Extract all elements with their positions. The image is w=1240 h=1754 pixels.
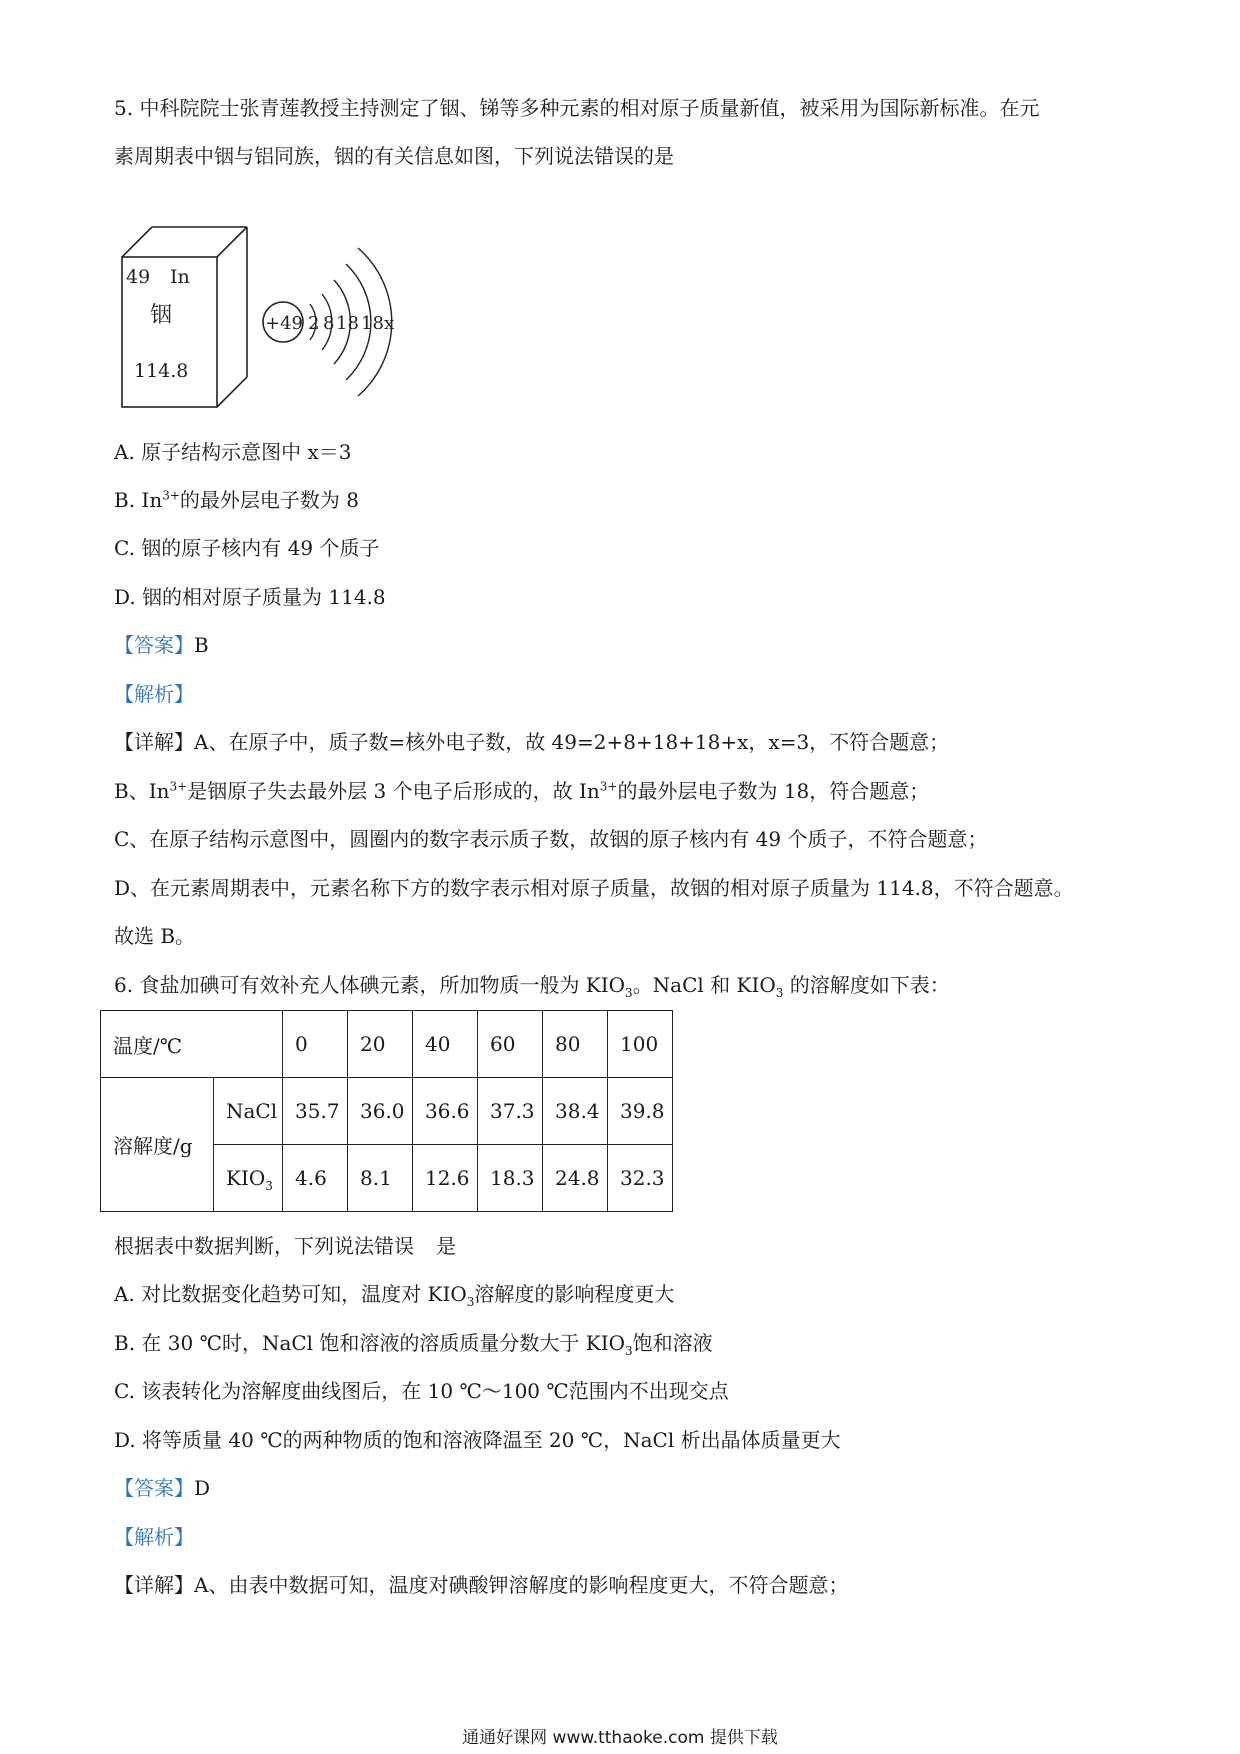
q5-option-b: B. $In^{3+}$的最外层电子数为 8	[114, 488, 359, 512]
table-row	[101, 1011, 673, 1078]
q5-detail-b: B、$In^{3+}$是铟原子失去最外层 3 个电子后形成的，故 $In^{3+}$的最外层电子数为 18，符合题意；	[114, 779, 930, 803]
element-mass: 114.8	[134, 360, 189, 382]
shell-3-electrons: 18	[336, 313, 359, 334]
page-footer: 通通好课网 www.tthaoke.com 提供下载	[462, 1728, 778, 1748]
temp-header: 温度/℃	[101, 1011, 283, 1078]
q5-detail-d: D、在元素周期表中，元素名称下方的数字表示相对原子质量，故铟的相对原子质量为 114.8，不符合题意。	[114, 876, 1074, 900]
shell-1-electrons: 2	[308, 313, 320, 334]
q6-option-a: A. 对比数据变化趋势可知，温度对 $KIO_3$溶解度的影响程度更大	[114, 1282, 675, 1309]
table-cell: 39.8	[608, 1078, 673, 1145]
element-symbol: In	[170, 266, 190, 288]
q6-option-d: D. 将等质量 40 ℃的两种物质的饱和溶液降温至 20 ℃，NaCl 析出晶体质量更大	[114, 1428, 841, 1452]
q6-detail-a: 【详解】A、由表中数据可知，温度对碘酸钾溶解度的影响程度更大，不符合题意；	[114, 1573, 849, 1597]
table-cell: 4.6	[283, 1145, 348, 1212]
table-cell: 36.6	[413, 1078, 478, 1145]
table-cell: 18.3	[478, 1145, 543, 1212]
table-cell: 8.1	[348, 1145, 413, 1212]
q6-option-c: C. 该表转化为溶解度曲线图后，在 10 ℃～100 ℃范围内不出现交点	[114, 1379, 729, 1403]
q6-analysis-tag: 【解析】	[114, 1525, 194, 1549]
solubility-header: 溶解度/g	[101, 1078, 214, 1212]
q5-analysis-tag: 【解析】	[114, 682, 194, 706]
kio3-label: $KIO_3$	[214, 1145, 283, 1212]
q5-detail-a: 【详解】A、在原子中，质子数=核外电子数，故 49=2+8+18+18+x，x=3，不符合题意；	[114, 730, 950, 754]
table-cell: 80	[543, 1011, 608, 1078]
q5-detail-c: C、在原子结构示意图中，圆圈内的数字表示质子数，故铟的原子核内有 49 个质子，不符合题意；	[114, 827, 988, 851]
table-cell: 38.4	[543, 1078, 608, 1145]
table-cell: 0	[283, 1011, 348, 1078]
q6-question: 根据表中数据判断，下列说法错误 是	[114, 1234, 456, 1258]
q5-option-c: C. 铟的原子核内有 49 个质子	[114, 536, 380, 560]
q5-conclusion: 故选 B。	[114, 924, 196, 948]
table-cell: 20	[348, 1011, 413, 1078]
table-cell: 12.6	[413, 1145, 478, 1212]
q5-option-d: D. 铟的相对原子质量为 114.8	[114, 585, 386, 609]
q5-stem-line1: 5. 中科院院士张青莲教授主持测定了铟、锑等多种元素的相对原子质量新值，被采用为国际新标准。在元	[114, 96, 1040, 120]
element-name: 铟	[150, 303, 173, 328]
table-cell: 40	[413, 1011, 478, 1078]
shell-2-electrons: 8	[323, 313, 335, 334]
q6-stem: 6. 食盐加碘可有效补充人体碘元素，所加物质一般为 $KIO_3$。NaCl 和 $KIO_3$ 的溶解度如下表：	[114, 973, 950, 1000]
q6-answer: 【答案】D	[114, 1476, 211, 1500]
q5-stem-line2: 素周期表中铟与铝同族，铟的有关信息如图，下列说法错误的是	[114, 144, 674, 168]
table-cell: 32.3	[608, 1145, 673, 1212]
table-cell: 24.8	[543, 1145, 608, 1212]
q6-option-b: B. 在 30 ℃时，NaCl 饱和溶液的溶质质量分数大于 $KIO_3$饱和溶液	[114, 1331, 713, 1358]
table-cell: 35.7	[283, 1078, 348, 1145]
table-cell: 100	[608, 1011, 673, 1078]
q5-answer: 【答案】B	[114, 633, 209, 657]
nacl-label: NaCl	[214, 1078, 283, 1145]
solubility-table	[100, 1010, 673, 1212]
table-cell: 36.0	[348, 1078, 413, 1145]
nucleus-charge: +49	[265, 313, 303, 334]
shell-4-electrons: 18	[361, 313, 384, 334]
q5-option-a: A. 原子结构示意图中 x＝3	[114, 440, 352, 464]
indium-info-diagram	[118, 222, 448, 412]
table-cell: 37.3	[478, 1078, 543, 1145]
table-row	[101, 1078, 673, 1145]
shell-5-electrons: x	[384, 313, 395, 334]
element-number: 49	[126, 266, 151, 288]
table-cell: 60	[478, 1011, 543, 1078]
